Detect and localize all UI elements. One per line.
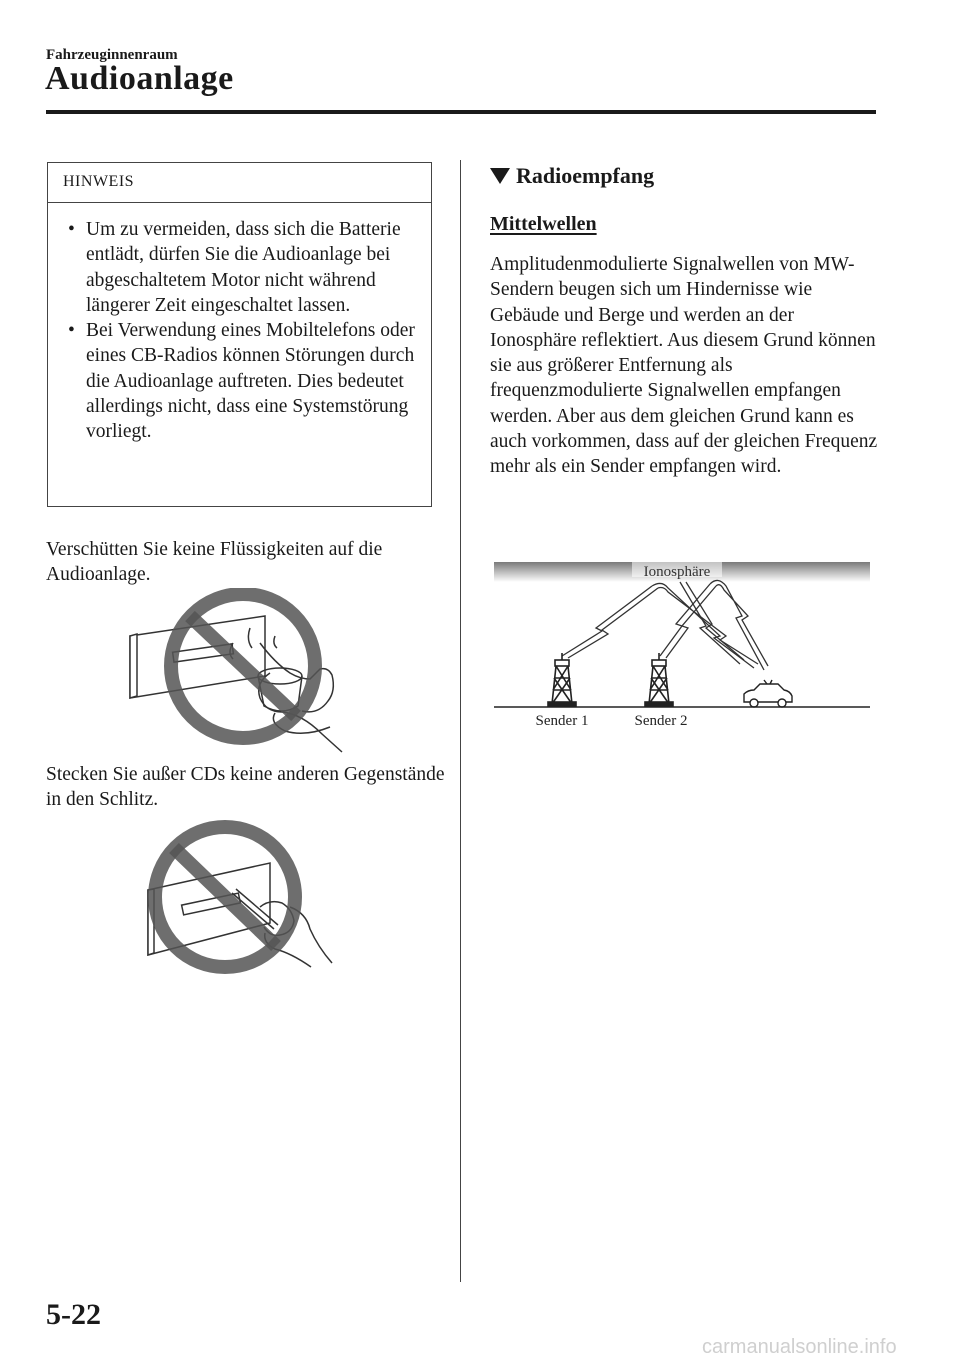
bullet-icon: • — [68, 219, 75, 240]
note-heading: HINWEIS — [48, 163, 431, 203]
radio-reception-diagram — [492, 556, 872, 731]
page-title: Audioanlage — [45, 60, 234, 97]
section-label: Fahrzeuginnenraum — [46, 47, 178, 63]
subsection-heading: Mittelwellen — [490, 213, 597, 235]
tower-icon — [645, 653, 673, 706]
triangle-down-icon — [490, 168, 510, 184]
column-divider — [460, 160, 461, 1282]
car-icon — [744, 680, 792, 707]
note-item-text: Bei Verwendung eines Mobiltelefons oder eines CB-Radios können Störungen durch die Audioanlage auftreten. Dies bedeutet allerdings nicht, dass eine Systemstörung vorliegt. — [86, 320, 415, 443]
watermark: carmanualsonline.info — [702, 1336, 897, 1358]
no-objects-illustration — [140, 815, 340, 980]
paragraph-no-liquids: Verschütten Sie keine Flüssigkeiten auf die Audioanlage. — [46, 539, 383, 586]
header-rule — [46, 110, 876, 114]
section-heading-text: Radioempfang — [516, 163, 655, 188]
note-list — [48, 203, 431, 445]
no-liquid-illustration — [125, 588, 355, 753]
sender-1-label: Sender 1 — [535, 713, 589, 729]
paragraph-mw: Amplitudenmodulierte Signalwellen von MW-Sendern beugen sich um Hindernisse wie Gebäude und Berge und werden an der Ionosphäre reflektiert. Aus diesem Grund können sie aus größerer Entfernung als frequenzmodulierte Signalwellen empfangen werden. Aber aus dem gleichen Grund kann es auch vorkommen, dass auf der gleichen Frequenz mehr als ein Sender empfangen wird. — [490, 254, 878, 478]
page-number: 5-22 — [46, 1298, 101, 1331]
ionosphere-label: Ionosphäre — [643, 564, 711, 580]
note-item — [48, 217, 421, 318]
sender-2-label: Sender 2 — [634, 713, 688, 729]
bullet-icon: • — [68, 320, 75, 342]
section-heading — [490, 163, 654, 189]
paragraph-no-objects: Stecken Sie außer CDs keine anderen Gegenstände in den Schlitz. — [46, 764, 445, 811]
note-item-text: Um zu vermeiden, dass sich die Batterie entlädt, dürfen Sie die Audioanlage bei abgeschaltetem Motor nicht während längerer Zeit eingeschaltet lassen. — [86, 219, 401, 316]
tower-icon — [548, 653, 576, 706]
note-item — [48, 318, 421, 444]
note-box — [47, 162, 432, 507]
